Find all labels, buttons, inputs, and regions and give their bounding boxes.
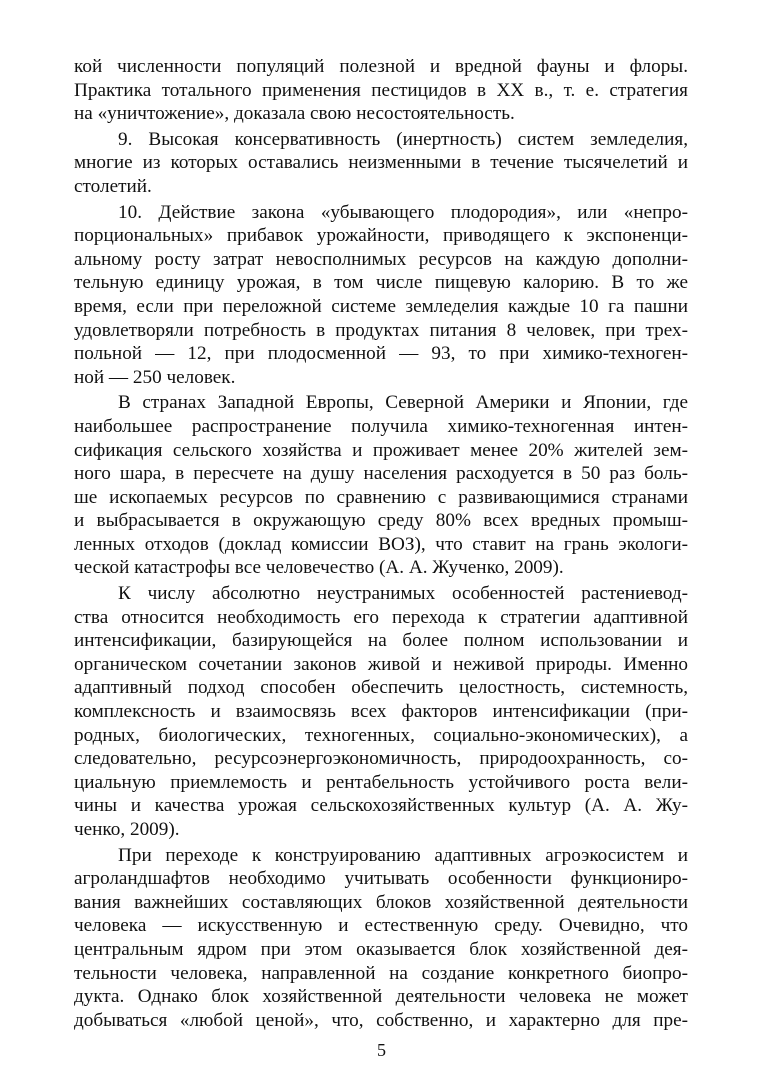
text-line: В странах Западной Европы, Северной Америки и Японии, где xyxy=(118,392,688,414)
text-line: тельную единицу урожая, в том числе пищевую калорию. В то же xyxy=(74,272,688,294)
paragraph-2 xyxy=(74,128,688,199)
text-line: интенсификации, базирующейся на более полном использовании и xyxy=(74,630,688,652)
text-line: комплексность и взаимосвязь всех факторов интенсификации (при- xyxy=(74,701,688,723)
text-line: центральным ядром при этом оказывается блок хозяйственной дея- xyxy=(74,938,688,960)
paragraph-3 xyxy=(74,201,688,390)
text-line: агроландшафтов необходимо учитывать особенности функциониро- xyxy=(74,868,688,890)
text-line: вания важнейших составляющих блоков хозяйственной деятельности xyxy=(74,891,688,913)
text-line: столетий. xyxy=(74,175,152,197)
text-line: адаптивный подход способен обеспечить целостность, системность, xyxy=(74,677,688,699)
paragraph-4 xyxy=(74,391,688,580)
text-line: ченко, 2009). xyxy=(74,819,180,840)
text-line: чины и качества урожая сельскохозяйственных культур (А. А. Жу- xyxy=(74,795,688,817)
text-line: При переходе к конструированию адаптивных агроэкосистем и xyxy=(118,844,688,866)
text-line: дукта. Однако блок хозяйственной деятельности человека не может xyxy=(74,986,688,1008)
text-line: тельности человека, направленной на создание конкретного биопро- xyxy=(74,962,688,984)
text-line: ного шара, в пересчете на душу населения расходуется в 50 раз боль- xyxy=(74,463,688,485)
paragraph-5 xyxy=(74,582,688,842)
text-line: удовлетворяли потребность в продуктах питания 8 человек, при трех- xyxy=(74,319,688,341)
text-line: К числу абсолютно неустранимых особенностей растениевод- xyxy=(118,583,688,605)
page-body xyxy=(74,55,688,1032)
text-line: альному росту затрат невосполнимых ресурсов на каждую дополни- xyxy=(74,248,688,270)
text-line: следовательно, ресурсоэнергоэкономичность, природоохранность, со- xyxy=(74,748,688,770)
page-number: 5 xyxy=(377,1040,386,1060)
text-line: порциональных» прибавок урожайности, приводящего к экспоненци- xyxy=(74,225,688,247)
text-line: ной — 250 человек. xyxy=(74,366,236,388)
text-line: польной — 12, при плодосменной — 93, то при химико-техноген- xyxy=(74,343,688,365)
text-line: ленных отходов (доклад комиссии ВОЗ), что ставит на грань экологи- xyxy=(74,533,688,555)
text-line: циальную приемлемость и рентабельность устойчивого роста вели- xyxy=(74,771,688,793)
text-line: сификация сельского хозяйства и проживает менее 20% жителей зем- xyxy=(74,439,688,461)
text-line: на «уничтожение», доказала свою несостоятельность. xyxy=(74,103,515,125)
text-line: ства относится необходимость его перехода к стратегии адаптивной xyxy=(74,606,688,628)
text-line: ше ископаемых ресурсов по сравнению с развивающимися странами xyxy=(74,486,688,508)
paragraph-6 xyxy=(74,844,688,1033)
text-line: время, если при переложной системе земледелия каждые 10 га пашни xyxy=(74,295,688,317)
text-line: 9. Высокая консервативность (инертность) систем земледелия, xyxy=(118,128,688,150)
text-line: родных, биологических, техногенных, социально-экономических), а xyxy=(74,724,688,746)
text-line: человека — искусственную и естественную среду. Очевидно, что xyxy=(74,915,688,937)
text-line: 10. Действие закона «убывающего плодородия», или «непро- xyxy=(118,201,688,223)
text-line: добываться «любой ценой», что, собственно, и характерно для пре- xyxy=(74,1009,688,1031)
paragraph-1 xyxy=(74,55,688,126)
text-line: ческой катастрофы все человечество (А. А. Жученко, 2009). xyxy=(74,557,564,579)
text-line: органическом сочетании законов живой и неживой природы. Именно xyxy=(74,653,688,675)
text-line: Практика тотального применения пестицидов в XX в., т. е. стратегия xyxy=(74,79,688,101)
text-line: кой численности популяций полезной и вредной фауны и флоры. xyxy=(74,56,688,77)
text-line: наибольшее распространение получила химико-техногенная интен- xyxy=(74,415,688,437)
text-line: и выбрасывается в окружающую среду 80% всех вредных промыш- xyxy=(74,510,688,532)
text-line: многие из которых оставались неизменными в течение тысячелетий и xyxy=(74,152,688,174)
